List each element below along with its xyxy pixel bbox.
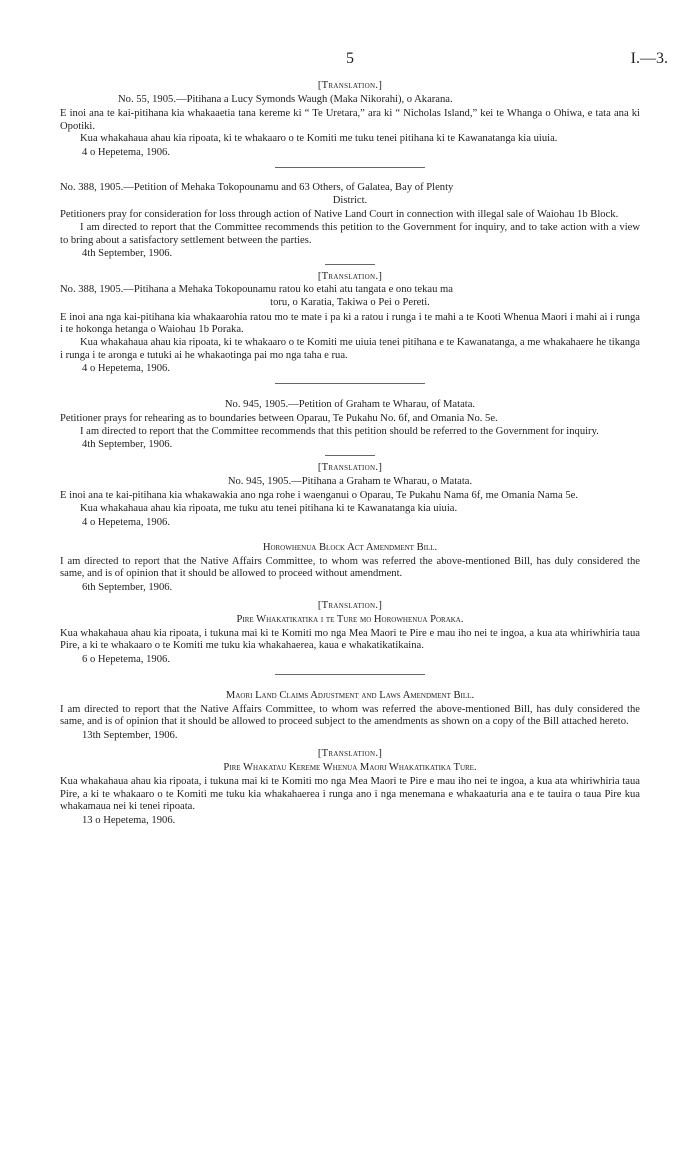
section-body xyxy=(60,312,640,362)
section-title-line1: No. 388, 1905.—Pitihana a Mehaka Tokopounamu ratou ko etahi atu tangata e ono tekau ma xyxy=(60,284,453,296)
paragraph: E inoi ana nga kai-pitihana kia whakaarohia ratou mo te mate i pa ki a ratou i runga i te mahi a te Kooti Whenua Maori i mahi ai i runga i te hokonga hetanga o Waiohau 1b Poraka. xyxy=(60,311,640,336)
maori-land-claims-bill xyxy=(60,689,640,742)
section-date: 4th September, 1906. xyxy=(82,439,173,451)
petition-55-translation xyxy=(60,80,640,159)
horowhenua-bill-translation xyxy=(60,600,640,666)
petition-945-translation xyxy=(60,462,640,528)
section-title: Horowhenua Block Act Amendment Bill. xyxy=(262,541,438,553)
section-body xyxy=(60,209,640,247)
section-body xyxy=(60,413,640,438)
page-number: 5 xyxy=(346,50,354,67)
paragraph: E inoi ana te kai-pitihana kia whakawakia ano nga rohe i waenganui o Oparau, Te Pukahu Nama 6f, me Omania Nama 5e. xyxy=(60,490,578,502)
section-title: Pire Whakatikatika i te Ture mo Horowhenua Poraka. xyxy=(236,613,464,625)
translation-label: [Translation.] xyxy=(317,748,383,760)
section-date: 4 o Hepetema, 1906. xyxy=(82,516,170,528)
paragraph: E inoi ana te kai-pitihana kia whakaaetia tana kereme ki “ Te Uretara,” ara ki “ Nicholas Island,” kei te Whanga o Ohiwa, e tata ana ki Opotiki. xyxy=(60,108,640,132)
page-header xyxy=(60,50,668,74)
section-body xyxy=(60,108,640,146)
section-divider xyxy=(325,455,375,456)
paragraph: Kua whakahaua ahau kia ripoata, ki te whakaaro o te Komiti me uiuia tenei pitihana e te Kawanatanga, a me whakahaere he tikanga i runga i te aronga e tutuki ai he whakaotinga pai mo nga taha e rua. xyxy=(60,336,640,361)
translation-label: [Translation.] xyxy=(317,599,383,611)
maori-land-claims-bill-translation xyxy=(60,748,640,827)
section-title xyxy=(60,182,640,208)
section-date: 6th September, 1906. xyxy=(82,581,173,593)
section-title-line1: No. 388, 1905.—Petition of Mehaka Tokopounamu and 63 Others, of Galatea, Bay of Plenty xyxy=(60,181,454,193)
section-body xyxy=(60,628,640,653)
section-title-line2: toru, o Karatia, Takiwa o Pei o Pereti. xyxy=(270,296,430,308)
section-body xyxy=(60,704,640,729)
section-body xyxy=(60,490,640,515)
paragraph: Kua whakahaua ahau kia ripoata, i tukuna mai ki te Komiti mo nga Mea Maori te Pire e mau iho nei te ingoa, a kua ata whiriwhiria taua Pire, a ki te whakaaro o te Komiti me tuku kia whakahaerea i runga ano i nga menemana e whakaaturia ana e te tauira o taua Pire kua whakamaua nei ki tenei ripoata. xyxy=(60,776,640,813)
section-title xyxy=(60,284,640,310)
section-title: Pire Whakatau Kereme Whenua Maori Whakatikatika Ture. xyxy=(223,762,477,774)
translation-label: [Translation.] xyxy=(317,271,383,283)
paragraph: I am directed to report that the Native Affairs Committee, to whom was referred the above-mentioned Bill, has duly considered the same, and is of opinion that it should be allowed to proceed without amendment. xyxy=(60,555,640,580)
horowhenua-bill xyxy=(60,541,640,594)
section-body xyxy=(60,556,640,581)
section-title: Maori Land Claims Adjustment and Laws Amendment Bill. xyxy=(225,689,475,701)
section-title: No. 55, 1905.—Pitihana a Lucy Symonds Waugh (Maka Nikorahi), o Akarana. xyxy=(118,94,453,105)
paragraph: I am directed to report that the Committee recommends that this petition should be referred to the Government for inquiry. xyxy=(80,425,599,437)
petition-388 xyxy=(60,182,640,260)
document-reference: I.—3. xyxy=(630,50,668,67)
paragraph: Petitioners pray for consideration for loss through action of Native Land Court in connection with illegal sale of Waiohau 1b Block. xyxy=(60,209,619,221)
section-date: 6 o Hepetema, 1906. xyxy=(82,653,170,665)
translation-label: [Translation.] xyxy=(317,80,383,91)
paragraph: Petitioner prays for rehearing as to boundaries between Oparau, Te Pukahu No. 6f, and Omania No. 5e. xyxy=(60,413,498,425)
section-divider xyxy=(275,674,425,675)
section-divider xyxy=(275,167,425,168)
petition-388-translation xyxy=(60,271,640,375)
section-title: No. 945, 1905.—Pitihana a Graham te Wharau, o Matata. xyxy=(227,476,473,488)
paragraph: I am directed to report that the Committee recommends this petition to the Government for inquiry, and to take action with a view to bring about a satisfactory settlement between the parties. xyxy=(60,221,640,246)
section-date: 13th September, 1906. xyxy=(82,730,178,742)
section-date: 4 o Hepetema, 1906. xyxy=(82,363,170,375)
section-divider xyxy=(275,383,425,384)
petition-945 xyxy=(60,398,640,451)
section-date: 13 o Hepetema, 1906. xyxy=(82,814,176,826)
paragraph: Kua whakahaua ahau kia ripoata, i tukuna mai ki te Komiti mo nga Mea Maori te Pire e mau iho nei te ingoa, a kua ata whiriwhiria taua Pire, a ki te whakaaro o te Komiti me tuku kia whakahaerea, kaua e whakatikatikaina. xyxy=(60,627,640,652)
section-date: 4 o Hepetema, 1906. xyxy=(82,146,170,158)
paragraph: Kua whakahaua ahau kia ripoata, me tuku atu tenei pitihana ki te Kawanatanga kia uiuia. xyxy=(80,502,458,514)
section-divider xyxy=(325,264,375,265)
section-date: 4th September, 1906. xyxy=(82,248,173,260)
paragraph: Kua whakahaua ahau kia ripoata, ki te whakaaro o te Komiti me tuku tenei pitihana ki te Kawanatanga kia uiuia. xyxy=(80,133,558,145)
section-body xyxy=(60,776,640,814)
section-title-line2: District. xyxy=(332,194,368,206)
translation-label: [Translation.] xyxy=(317,462,383,474)
paragraph: I am directed to report that the Native Affairs Committee, to whom was referred the above-mentioned Bill, has duly considered the same, and is of opinion that it should be allowed to proceed subject to the amendments as shown on a copy of the Bill attached hereto. xyxy=(60,703,640,728)
section-title: No. 945, 1905.—Petition of Graham te Wharau, of Matata. xyxy=(224,399,476,411)
document-page xyxy=(60,50,668,829)
